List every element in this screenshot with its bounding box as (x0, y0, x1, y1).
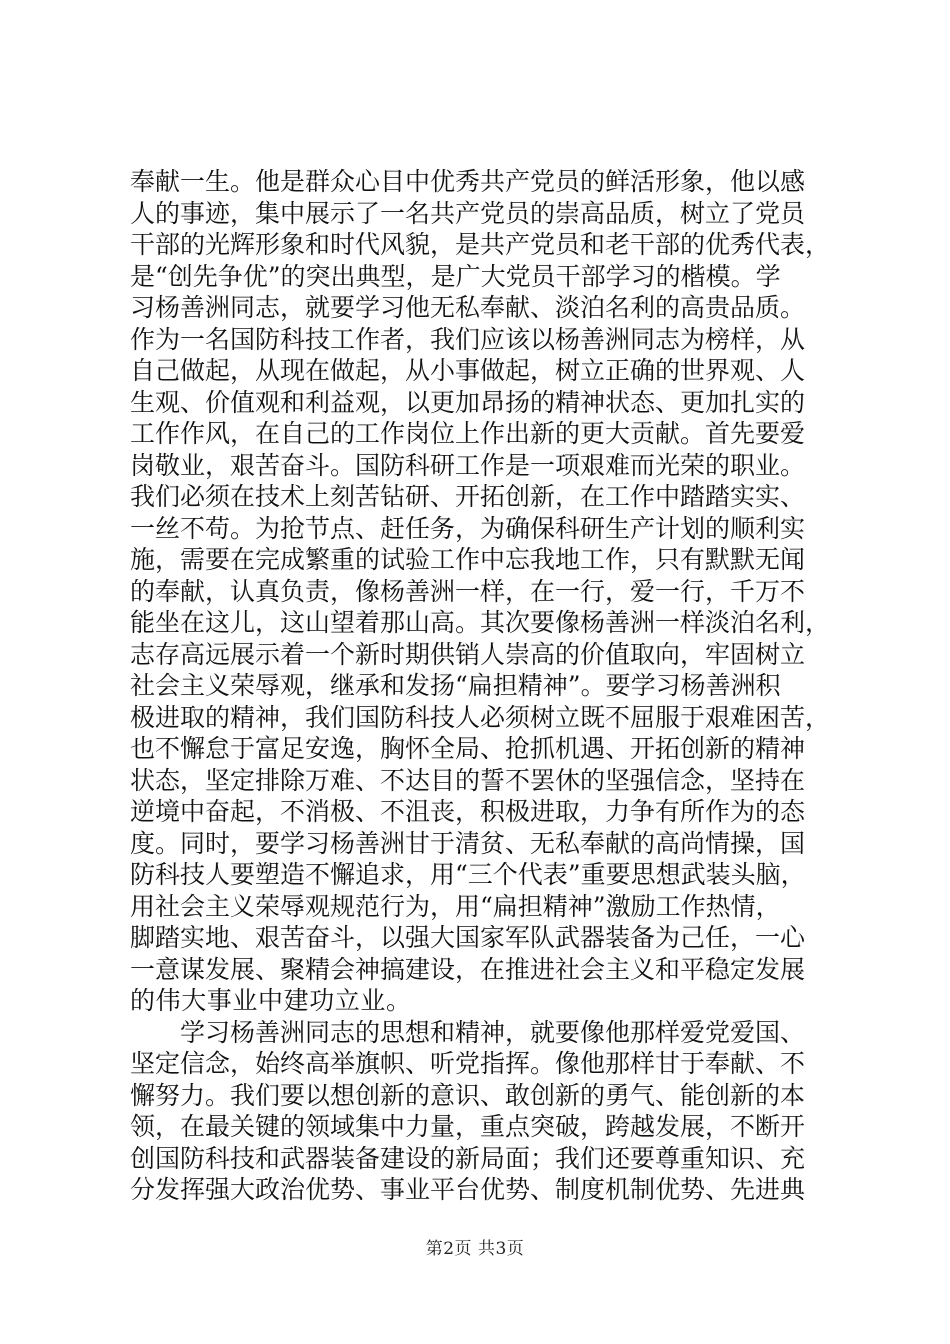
text-line: 干部的光辉形象和时代风貌，是共产党员和老干部的优秀代表， (130, 230, 831, 259)
text-line: 脚踏实地、艰苦奋斗，以强大国家军队武器装备为己任，一心 (130, 923, 806, 952)
text-line: 领，在最关键的领域集中力量，重点突破，跨越发展，不断开 (130, 1112, 806, 1141)
text-line: 施，需要在完成繁重的试验工作中忘我地工作，只有默默无闻 (130, 545, 806, 574)
text-line: 作为一名国防科技工作者，我们应该以杨善洲同志为榜样，从 (130, 324, 806, 354)
text-line: 防科技人要塑造不懈追求，用“三个代表”重要思想武装头脑， (130, 860, 806, 889)
text-line: 坚定信念，始终高举旗帜、听党指挥。像他那样甘于奉献、不 (130, 1049, 806, 1078)
text-line: 用社会主义荣辱观规范行为，用“扁担精神”激励工作热情， (130, 891, 781, 921)
text-line: 志存高远展示着一个新时期供销人崇高的价值取向，牢固树立 (130, 639, 806, 669)
text-line: 生观、价值观和利益观，以更加昂扬的精神状态、更加扎实的 (130, 387, 806, 417)
text-line: 的奉献，认真负责，像杨善洲一样，在一行，爱一行，千万不 (130, 576, 806, 606)
text-line: 工作作风，在自己的工作岗位上作出新的更大贡献。首先要爱 (130, 419, 806, 448)
text-line: 奉献一生。他是群众心目中优秀共产党员的鲜活形象，他以感 (130, 167, 806, 196)
text-line: 一意谋发展、聚精会神搞建设，在推进社会主义和平稳定发展 (130, 954, 806, 984)
text-line: 人的事迹，集中展示了一名共产党员的崇高品质，树立了党员 (130, 198, 806, 228)
text-line: 自己做起，从现在做起，从小事做起，树立正确的世界观、人 (130, 356, 806, 385)
text-line: 也不懈怠于富足安逸，胸怀全局、抢抓机遇、开拓创新的精神 (130, 734, 806, 763)
text-line: 度。同时，要学习杨善洲甘于清贫、无私奉献的高尚情操，国 (130, 828, 806, 858)
text-line: 是“创先争优”的突出典型，是广大党员干部学习的楷模。学 (130, 261, 781, 291)
text-line: 的伟大事业中建功立业。 (130, 986, 412, 1015)
text-line: 学习杨善洲同志的思想和精神，就要像他那样爱党爱国、 (130, 1017, 806, 1047)
text-line: 创国防科技和武器装备建设的新局面；我们还要尊重知识、充 (130, 1143, 806, 1173)
text-line: 岗敬业，艰苦奋斗。国防科研工作是一项艰难而光荣的职业。 (130, 450, 806, 480)
text-line: 逆境中奋起，不消极、不沮丧，积极进取，力争有所作为的态 (130, 797, 806, 826)
text-line: 能坐在这儿，这山望着那山高。其次要像杨善洲一样淡泊名利， (130, 608, 831, 637)
text-line: 懈努力。我们要以想创新的意识、敢创新的勇气、能创新的本 (130, 1080, 806, 1110)
text-line: 我们必须在技术上刻苦钻研、开拓创新，在工作中踏踏实实、 (130, 482, 806, 511)
text-line: 状态，坚定排除万难、不达目的誓不罢休的坚强信念，坚持在 (130, 765, 806, 795)
text-line: 分发挥强大政治优势、事业平台优势、制度机制优势、先进典 (130, 1175, 806, 1204)
text-line: 极进取的精神，我们国防科技人必须树立既不屈服于艰难困苦， (130, 702, 831, 732)
body-text (130, 166, 834, 1206)
text-line: 一丝不苟。为抢节点、赶任务，为确保科研生产计划的顺利实 (130, 513, 806, 543)
page-footer: 第2页 共3页 (425, 1239, 525, 1259)
text-line: 习杨善洲同志，就要学习他无私奉献、淡泊名利的高贵品质。 (130, 293, 806, 322)
text-line: 社会主义荣辱观，继承和发扬“扁担精神”。要学习杨善洲积 (130, 671, 781, 700)
